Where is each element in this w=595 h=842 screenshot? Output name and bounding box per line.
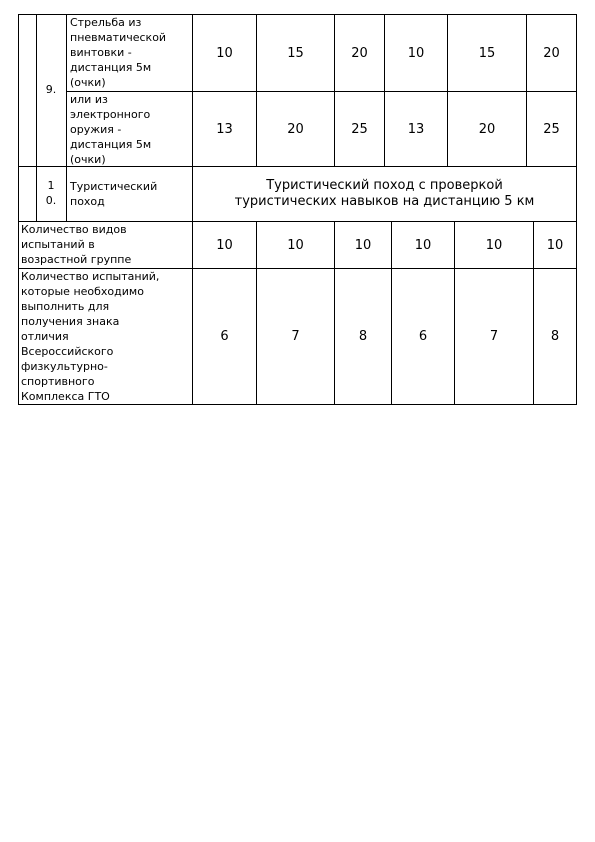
table-cell: 8 — [358, 329, 368, 344]
table-cell: 25 — [543, 121, 560, 137]
table-cell: 10 — [485, 237, 503, 253]
table-cell: 10 — [546, 237, 564, 253]
table-cell: 25 — [351, 121, 368, 137]
table-cell: 20 — [287, 121, 304, 137]
table-cell: 10 — [354, 237, 372, 253]
table-cell: 10 — [414, 237, 432, 253]
table-cell: 15 — [478, 45, 496, 61]
merged-cell — [193, 178, 576, 210]
table-cell: 10 — [216, 45, 233, 61]
row-number: 1 0. — [45, 179, 57, 207]
table-cell: 15 — [287, 45, 304, 61]
table-cell: 7 — [489, 329, 499, 344]
table-cell: 10 — [287, 237, 304, 253]
table-cell: 8 — [550, 329, 560, 344]
merged-cell-text: Туристический поход с проверкой туристических навыков на дистанцию 5 км — [234, 178, 535, 209]
table-cell: 20 — [478, 121, 496, 137]
table-cell: 7 — [291, 329, 300, 344]
table-cell: 10 — [216, 237, 233, 253]
table-cell: 6 — [418, 329, 428, 344]
row-number: 9. — [45, 83, 57, 96]
table-cell: 20 — [351, 45, 368, 61]
row-label: Стрельба из пневматической винтовки - дистанция 5м (очки) — [70, 16, 167, 89]
table-border — [18, 404, 577, 405]
table-cell: 13 — [216, 121, 233, 137]
table-border — [18, 14, 19, 405]
summary-label: Количество видов испытаний в возрастной группе — [21, 223, 132, 266]
table-cell: 10 — [407, 45, 425, 61]
row-label: или из электронного оружия - дистанция 5м (очки) — [70, 93, 152, 166]
table-cell: 6 — [220, 329, 229, 344]
table-cell: 20 — [543, 45, 560, 61]
column-divider — [66, 14, 67, 221]
summary-label: Количество испытаний, которые необходимо выполнить для получения знака отличия Всероссийского физкультурно- спортивного Комплекса ГТО — [21, 270, 160, 403]
table-cell: 13 — [407, 121, 425, 137]
table-border — [576, 14, 577, 405]
row-label: Туристический поход — [70, 180, 158, 208]
